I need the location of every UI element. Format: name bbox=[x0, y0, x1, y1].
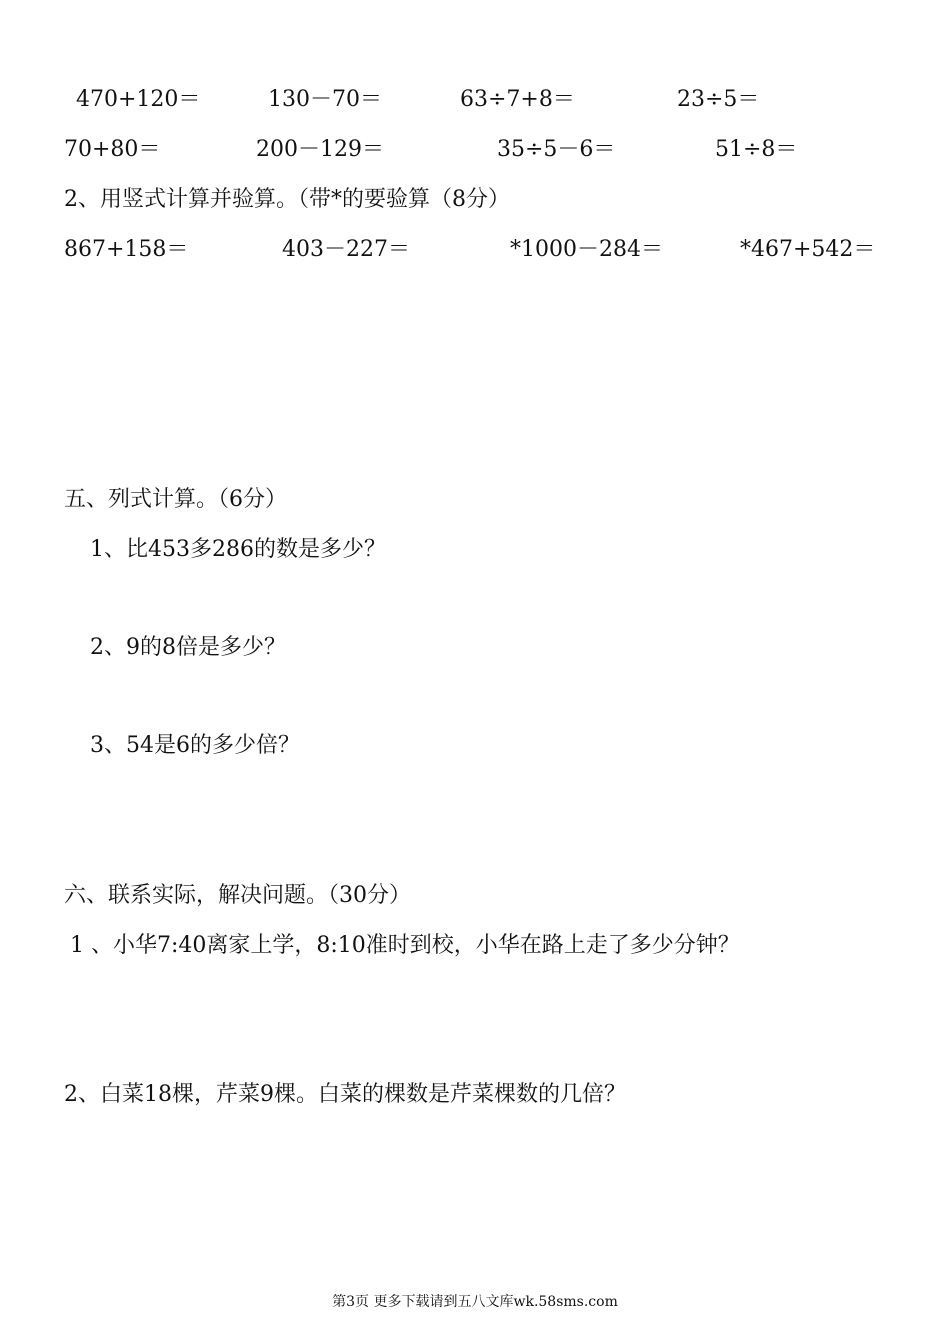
oral-calc-item: 70+80＝ bbox=[64, 137, 161, 162]
vertical-calc-item: *1000－284＝ bbox=[510, 237, 663, 262]
section-6-heading: 六、联系实际，解决问题。（30分） bbox=[64, 883, 411, 908]
section-6-question-2: 2、白菜18棵，芹菜9棵。白菜的棵数是芹菜棵数的几倍？ bbox=[64, 1082, 626, 1107]
vertical-calc-heading: 2、用竖式计算并验算。（带*的要验算（8分） bbox=[64, 187, 510, 212]
section-6-question-1: 1 、小华7:40离家上学，8:10准时到校，小华在路上走了多少分钟？ bbox=[70, 933, 740, 958]
vertical-calc-item: 403－227＝ bbox=[282, 237, 410, 262]
oral-calc-item: 35÷5－6＝ bbox=[497, 137, 616, 162]
vertical-calc-item: *467+542＝ bbox=[740, 237, 876, 262]
section-5-question-2: 2、9的8倍是多少？ bbox=[90, 635, 286, 660]
section-5-question-3: 3、54是6的多少倍？ bbox=[90, 733, 300, 758]
page-footer: 第3页 更多下载请到五八文库wk.58sms.com bbox=[332, 1294, 618, 1310]
oral-calc-item: 130－70＝ bbox=[268, 87, 382, 112]
vertical-calc-item: 867+158＝ bbox=[64, 237, 189, 262]
oral-calc-item: 470+120＝ bbox=[76, 87, 201, 112]
oral-calc-item: 200－129＝ bbox=[256, 137, 384, 162]
section-5-heading: 五、列式计算。（6分） bbox=[64, 487, 287, 512]
section-5-question-1: 1、比453多286的数是多少？ bbox=[90, 537, 386, 562]
oral-calc-item: 63÷7+8＝ bbox=[460, 87, 575, 112]
oral-calc-item: 51÷8＝ bbox=[715, 137, 798, 162]
oral-calc-item: 23÷5＝ bbox=[677, 87, 760, 112]
